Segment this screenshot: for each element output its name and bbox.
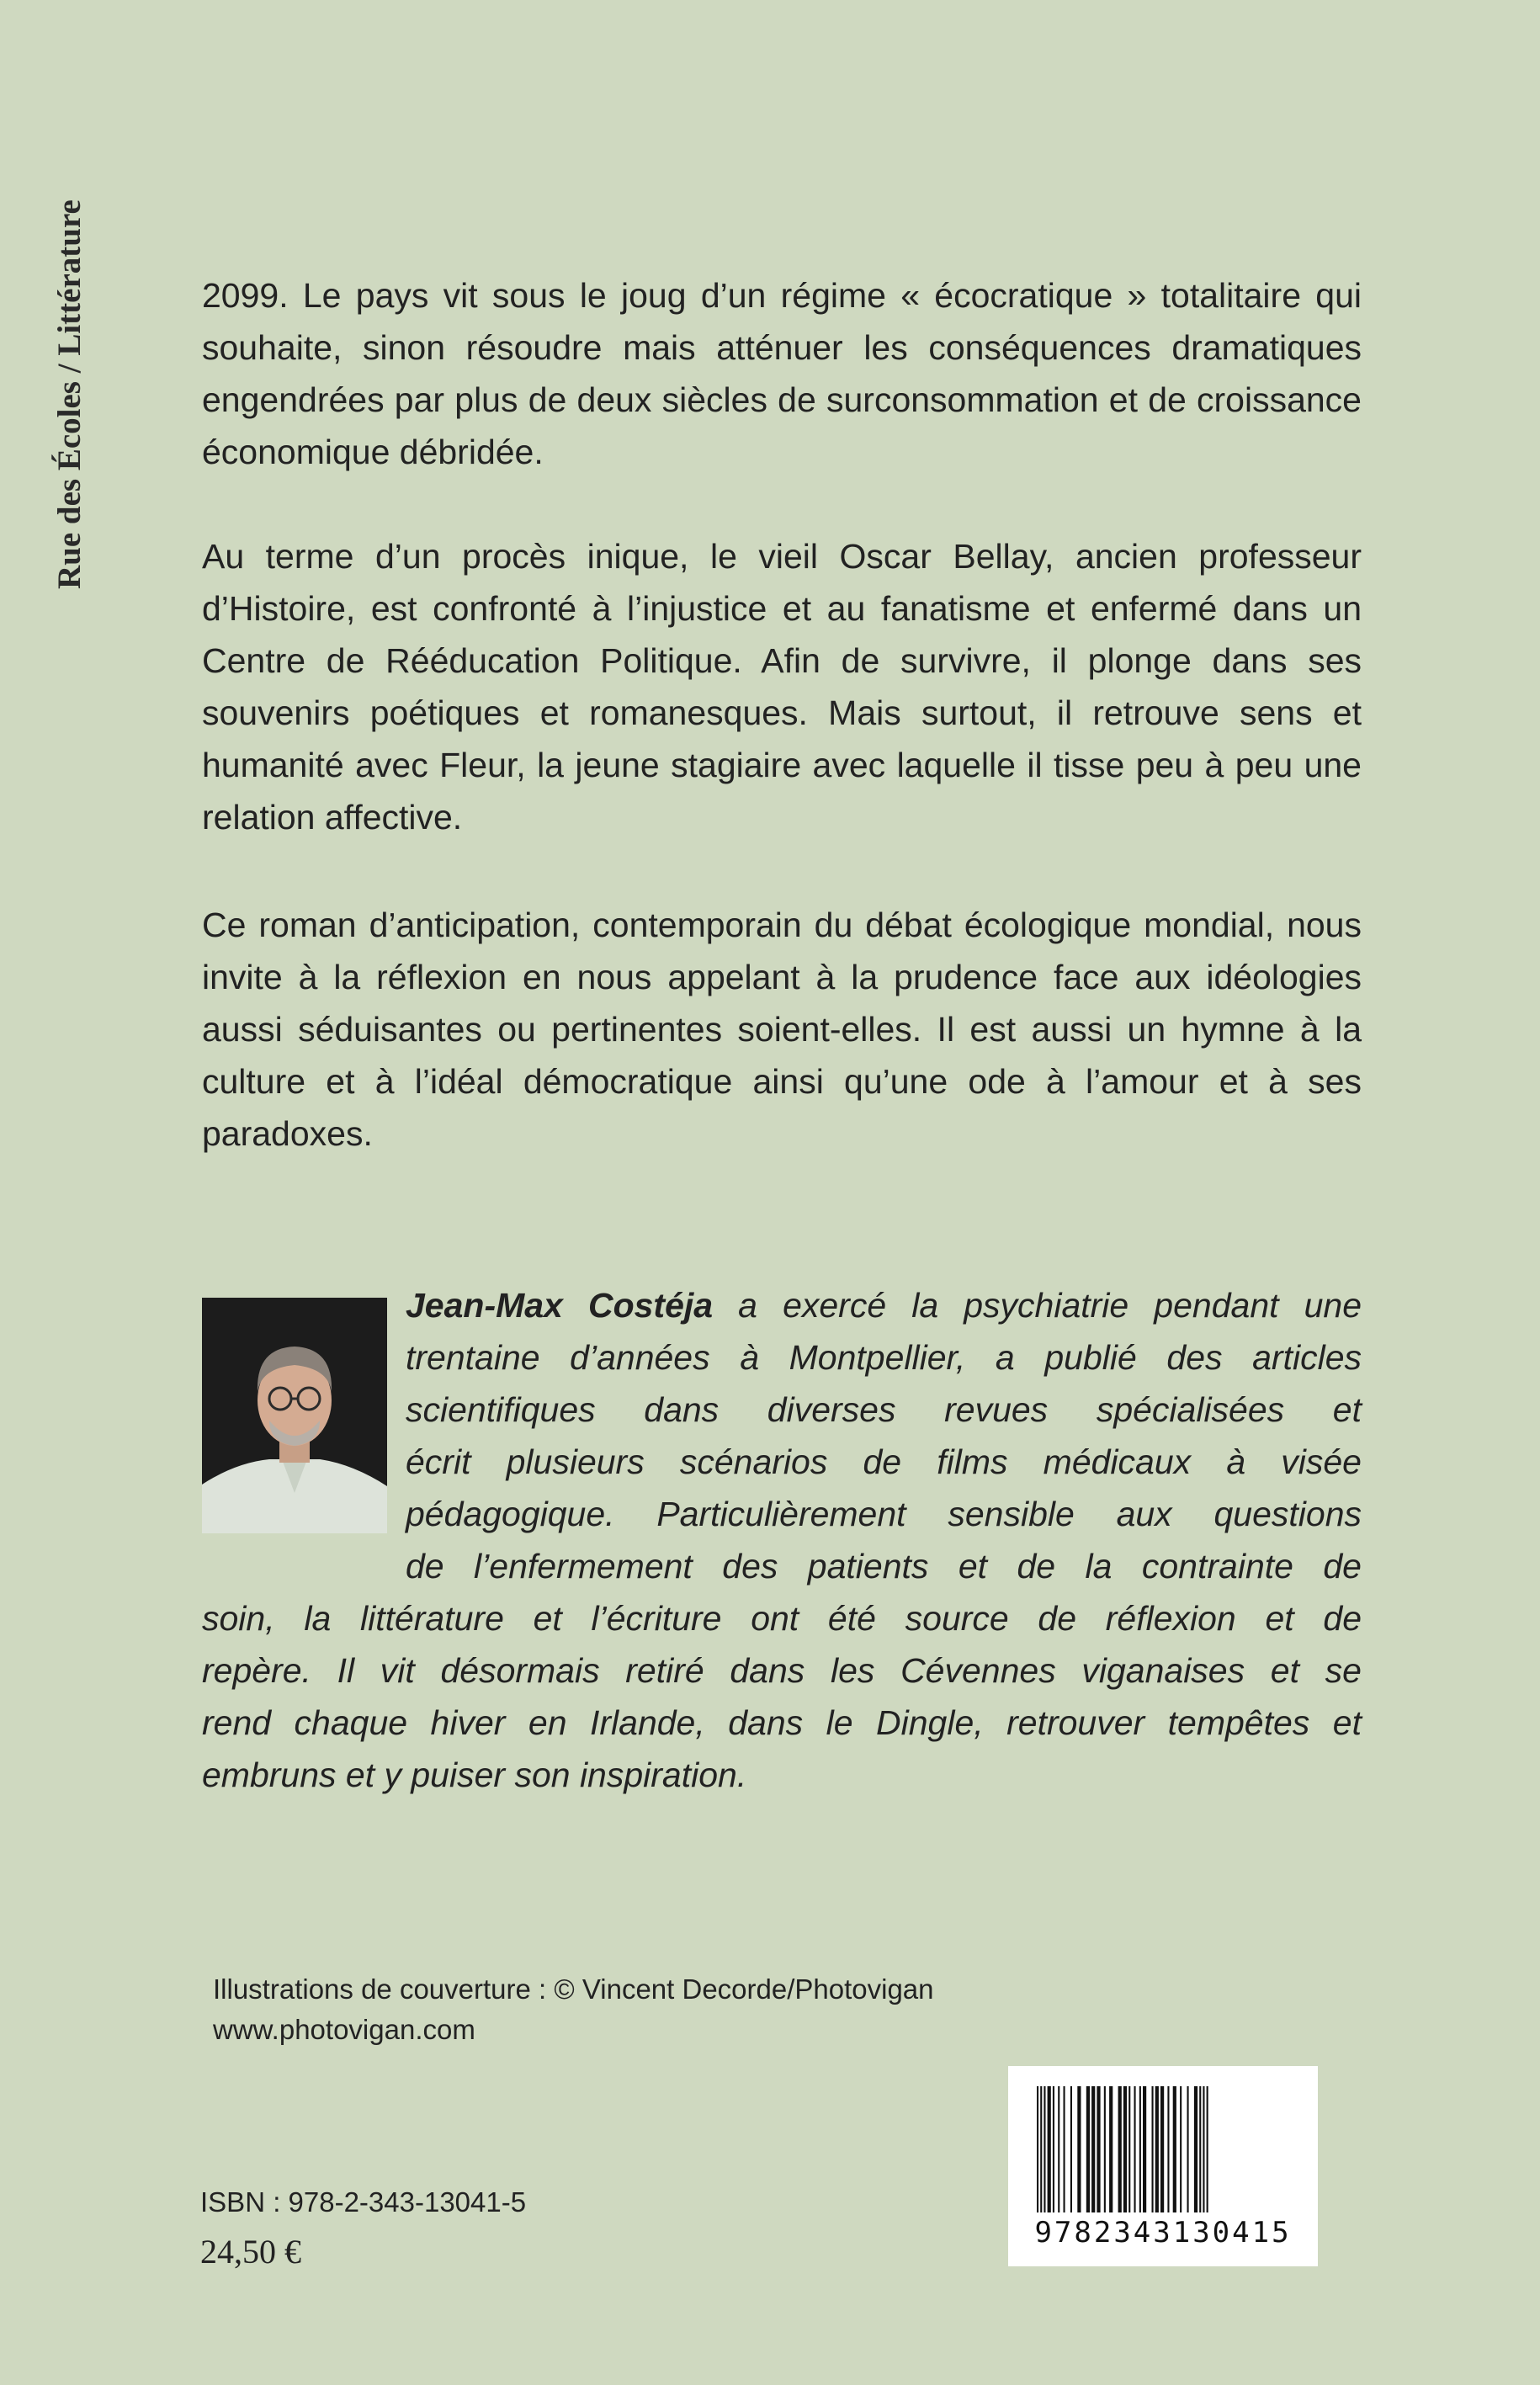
author-bio-line: scientifiques dans diverses revues spécialisées et [406,1390,1362,1429]
author-bio-line: trentaine d’années à Montpellier, a publié des articles [406,1338,1362,1377]
barcode-bar [1086,2086,1090,2212]
barcode-bar [1043,2086,1045,2212]
barcode-bar [1053,2086,1054,2212]
photo-website-link[interactable]: www.photovigan.com [213,2014,475,2045]
illustration-credit: Illustrations de couverture : © Vincent Decorde/Photovigan [213,1973,934,2005]
author-bio-line: repère. Il vit désormais retiré dans les Cévennes viganaises et se [202,1651,1362,1690]
author-bio-line: rend chaque hiver en Irlande, dans le Dingle, retrouver tempêtes et [202,1703,1362,1742]
author-bio-line: écrit plusieurs scénarios de films médicaux à visée [406,1442,1362,1481]
barcode-bar [1077,2086,1081,2212]
author-bio-line: de l’enfermement des patients et de la contrainte de [406,1547,1362,1586]
barcode-bar [1187,2086,1189,2212]
barcode-bar [1118,2086,1122,2212]
barcode-bars [1033,2086,1293,2212]
barcode-bar [1207,2086,1208,2212]
barcode-bar [1194,2086,1197,2212]
barcode-bar [1109,2086,1113,2212]
barcode-bar [1070,2086,1072,2212]
isbn-number: ISBN : 978-2-343-13041-5 [200,2186,527,2218]
barcode-bar [1203,2086,1204,2212]
barcode-bar [1048,2086,1051,2212]
barcode-bar [1097,2086,1100,2212]
blurb-paragraph-2: Au terme d’un procès inique, le vieil Oscar Bellay, ancien professeur d’Histoire, est confronté à l’injustice et au fanatisme et enfermé dans un Centre de Rééducation Politique. Afin de survivre, il plonge dans ses souvenirs poétiques et romanesques. Mais surtout, il retrouve sens et humanité avec Fleur, la jeune stagiaire avec laquelle il tisse peu à peu une relation affective. [202,537,1362,837]
blurb-paragraph-3: Ce roman d’anticipation, contemporain du débat écologique mondial, nous invite à la réflexion en nous appelant à la prudence face aux idéologies aussi séduisantes ou pertinentes soient-elles. Il est aussi un hymne à la culture et à l’idéal démocratique ainsi qu’une ode à l’amour et à ses paradoxes. [202,906,1362,1153]
barcode-bar [1199,2086,1201,2212]
author-bio-line: soin, la littérature et l’écriture ont été source de réflexion et de [202,1599,1362,1638]
blurb-paragraph-1: 2099. Le pays vit sous le joug d’un régime « écocratique » totalitaire qui souhaite, sinon résoudre mais atténuer les conséquences dramatiques engendrées par plus de deux siècles de surconsommation et de croissance économique débridée. [202,276,1362,471]
barcode-bar [1037,2086,1038,2212]
barcode-bar [1104,2086,1106,2212]
author-bio-line: embruns et y puiser son inspiration. [202,1756,747,1794]
barcode-bar [1167,2086,1169,2212]
barcode-bar [1128,2086,1130,2212]
barcode [1008,2066,1318,2266]
barcode-bar [1123,2086,1127,2212]
barcode-bar [1155,2086,1159,2212]
author-name: Jean-Max Costéja [406,1286,714,1325]
cover-credits [213,1969,934,2050]
author-bio-line: Jean-Max Costéja a exercé la psychiatrie pendant une [406,1286,1362,1325]
author-bio [202,1279,1362,1801]
barcode-bar [1180,2086,1182,2212]
barcode-bar [1091,2086,1095,2212]
price: 24,50 € [200,2233,301,2271]
barcode-bar [1143,2086,1146,2212]
barcode-number: 9782343130415 [1034,2216,1292,2250]
barcode-bar [1173,2086,1176,2212]
barcode-bar [1160,2086,1164,2212]
barcode-bar [1134,2086,1136,2212]
barcode-bar [1139,2086,1141,2212]
barcode-bar [1040,2086,1042,2212]
author-bio-line: pédagogique. Particulièrement sensible aux questions [406,1495,1362,1533]
barcode-bar [1152,2086,1154,2212]
spine-label-container [45,93,96,589]
barcode-bar [1058,2086,1059,2212]
barcode-bar [1064,2086,1065,2212]
spine-label: Rue des Écoles / Littérature [51,199,88,589]
